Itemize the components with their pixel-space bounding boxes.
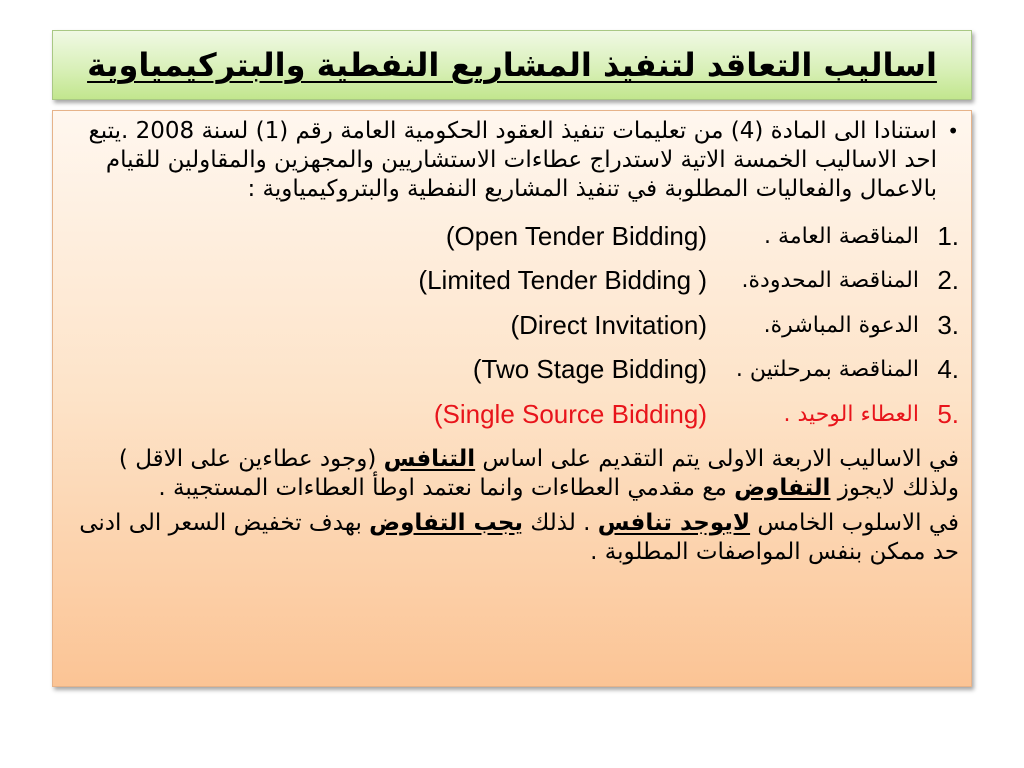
competition-text-3: مع مقدمي العطاءات وانما نعتمد اوطأ العطاءات المستجيبة . xyxy=(158,474,735,501)
competition-text-2: (وجود عطاءين على الاقل ) ولذلك لايجوز xyxy=(118,445,959,501)
bullet-icon: • xyxy=(947,119,959,143)
negotiation-emphasis: التفاوض xyxy=(734,474,831,501)
competition-text-1: في الاساليب الاربعة الاولى يتم التقديم على اساس xyxy=(475,445,959,472)
no-competition-emphasis: لايوجد تنافس xyxy=(597,509,751,536)
method-english: (Two Stage Bidding) xyxy=(472,354,707,385)
method-number: 5. xyxy=(937,398,959,429)
content-box xyxy=(52,110,972,687)
method-number: 4. xyxy=(937,354,959,385)
method-arabic: المناقصة العامة . xyxy=(764,223,919,249)
method-english: (Direct Invitation) xyxy=(510,309,707,340)
method-number: 3. xyxy=(937,309,959,340)
negotiation-text-2: . لذلك xyxy=(523,509,598,536)
method-number: 1. xyxy=(937,220,959,251)
method-item-highlighted xyxy=(67,392,959,437)
negotiation-text-3: بهدف تخفيض السعر الى ادنى حد ممكن بنفس المواصفات المطلوبة . xyxy=(79,509,959,565)
title-box xyxy=(52,30,972,100)
method-english: (Single Source Bidding) xyxy=(433,398,707,429)
method-item xyxy=(67,259,959,304)
negotiation-text-1: في الاسلوب الخامس xyxy=(750,509,959,536)
method-arabic: العطاء الوحيد . xyxy=(783,401,919,427)
method-arabic: الدعوة المباشرة. xyxy=(763,312,919,338)
method-arabic: المناقصة بمرحلتين . xyxy=(735,357,919,383)
method-item xyxy=(67,303,959,348)
intro-text: استنادا الى المادة (4) من تعليمات تنفيذ العقود الحكومية العامة رقم (1) لسنة 2008 .يتبع احد الاساليب الخمسة الاتية لاستدراج عطاءات الاستشاريين والمجهزين والمقاولين للقيام بالاعمال والفعاليات المطلوبة في تنفيذ المشاريع النفطية والبتروكيمياوية : xyxy=(88,118,937,202)
must-negotiate-emphasis: يجب التفاوض xyxy=(369,509,524,536)
competition-emphasis: التنافس xyxy=(383,445,476,472)
method-arabic: المناقصة المحدودة. xyxy=(741,268,919,294)
competition-paragraph xyxy=(67,445,959,503)
method-item xyxy=(67,348,959,393)
methods-list xyxy=(67,214,959,437)
negotiation-paragraph xyxy=(67,509,959,567)
intro-paragraph xyxy=(67,117,959,204)
method-english: (Open Tender Bidding) xyxy=(445,220,707,251)
method-item xyxy=(67,214,959,259)
method-number: 2. xyxy=(937,265,959,296)
slide-title: اساليب التعاقد لتنفيذ المشاريع النفطية والبتركيمياوية xyxy=(87,46,937,84)
method-english: (Limited Tender Bidding ) xyxy=(418,265,707,296)
